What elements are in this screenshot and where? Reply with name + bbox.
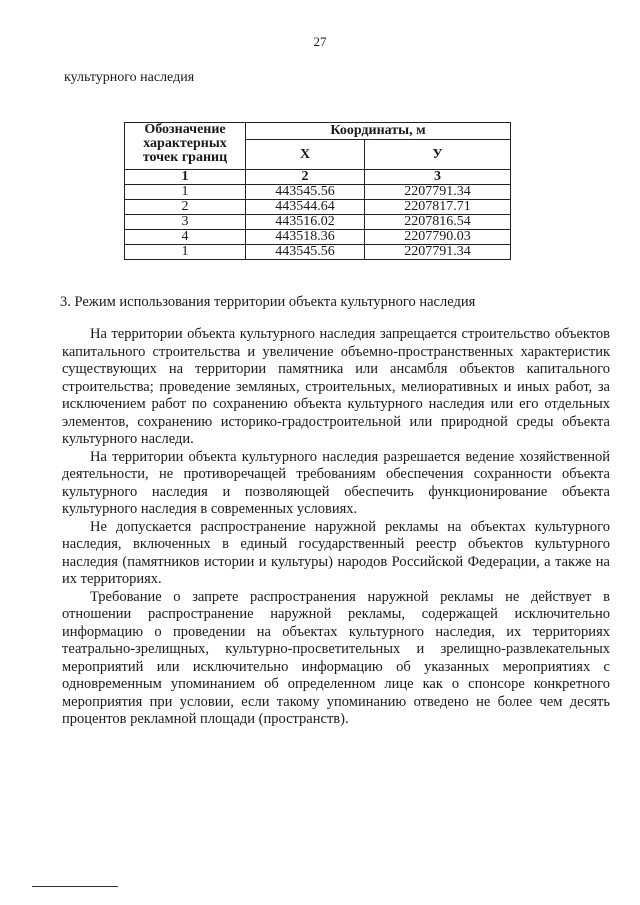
paragraph-permitted-activity: На территории объекта культурного наследия разрешается ведение хозяйственной деятельности, не противоречащей требованиям обеспечения сохранности объекта культурного наследия и позволяющей обеспечить функционирование объекта культурного наследия в современных условиях. (62, 448, 610, 517)
x-coordinate: 443545.56 (246, 185, 365, 200)
point-number: 1 (125, 245, 246, 260)
header-y: У (365, 140, 511, 170)
page-number: 27 (313, 34, 327, 49)
footnote-rule (32, 886, 118, 887)
header-x: Х (246, 140, 365, 170)
table-row (125, 215, 511, 230)
y-coordinate: 2207791.34 (365, 185, 511, 200)
section-heading: 3. Режим использования территории объекта культурного наследия (60, 294, 476, 310)
y-coordinate: 2207816.54 (365, 215, 511, 230)
point-number: 1 (125, 185, 246, 200)
table-row (125, 200, 511, 215)
header-coordinates: Координаты, м (246, 123, 511, 140)
column-number-1: 1 (125, 170, 246, 185)
y-coordinate: 2207817.71 (365, 200, 511, 215)
x-coordinate: 443545.56 (246, 245, 365, 260)
boundary-coordinates-table (124, 122, 511, 260)
section-body (62, 326, 610, 729)
x-coordinate: 443516.02 (246, 215, 365, 230)
paragraph-advertising-exception: Требование о запрете распространения наружной рекламы не действует в отношении распространение наружной рекламы, содержащей исключительно информацию о проведении на объектах культурного наследия, их территориях театрально-зрелищных, культурно-просветительных и зрелищно-развлекательных мероприятий или исключительно информацию об указанных мероприятиях с одновременным упоминанием об определенном лице как о спонсоре конкретного мероприятия при условии, если такому упоминанию отведено не более чем десять процентов рекламной площади (пространств). (62, 588, 610, 727)
y-coordinate: 2207790.03 (365, 230, 511, 245)
column-number-3: 3 (365, 170, 511, 185)
table-row (125, 230, 511, 245)
continuation-text: культурного наследия (64, 70, 195, 85)
x-coordinate: 443544.64 (246, 200, 365, 215)
paragraph-prohibitions: На территории объекта культурного наследия запрещается строительство объектов капитального строительства и увеличение объемно-пространственных характеристик существующих на территории памятника или ансамбля объектов капитального строительства; проведение земляных, строительных, мелиоративных и иных работ, за исключением работ по сохранению объекта культурного наследия или его отдельных элементов, сохранению историко-градостроительной или природной среды объекта культурного наследи. (62, 326, 610, 447)
x-coordinate: 443518.36 (246, 230, 365, 245)
point-number: 3 (125, 215, 246, 230)
point-number: 4 (125, 230, 246, 245)
point-number: 2 (125, 200, 246, 215)
y-coordinate: 2207791.34 (365, 245, 511, 260)
column-number-2: 2 (246, 170, 365, 185)
paragraph-advertising-ban: Не допускается распространение наружной рекламы на объектах культурного наследия, включенных в единый государственный реестр объектов культурного наследия (памятников истории и культуры) народов Российской Федерации, а также на их территориях. (62, 518, 610, 587)
header-designation: Обозначение характерных точек границ (125, 123, 246, 170)
table-row (125, 245, 511, 260)
table-row (125, 185, 511, 200)
